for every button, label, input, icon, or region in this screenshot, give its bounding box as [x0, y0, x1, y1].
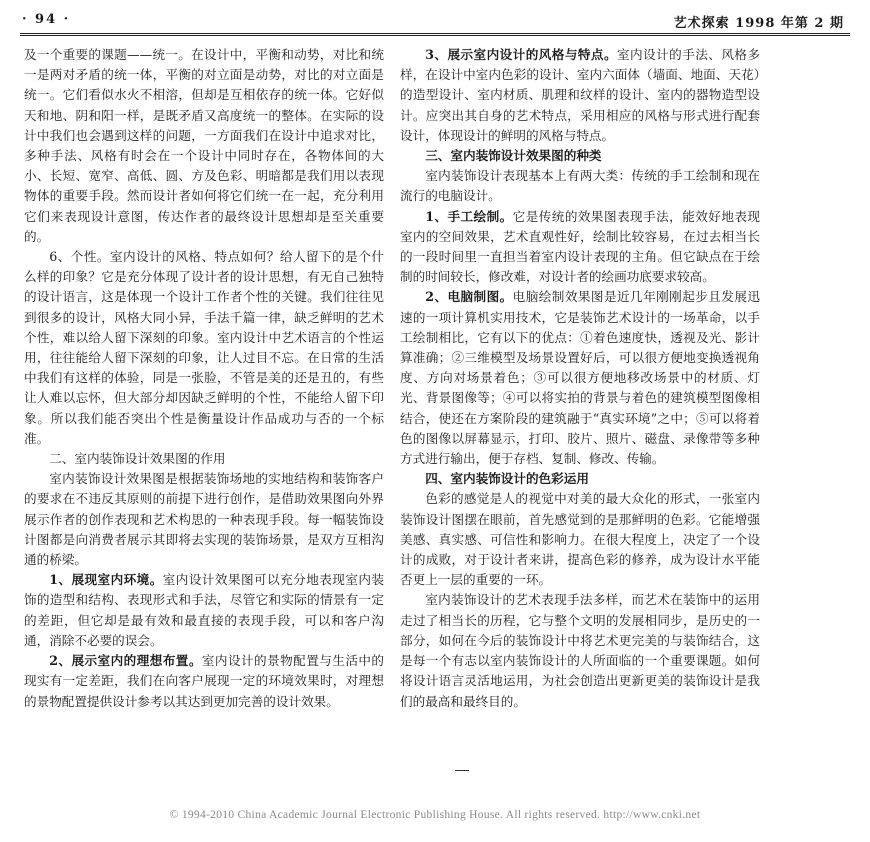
paragraph-body: 电脑绘制效果图是近几年刚刚起步且发展迅速的一项计算机实用技术，它是装饰艺术设计的一场革命，以手工绘制相比，它有以下的优点：①着色速度快，透视及光、影计算准确；②三维模型及场景设置好后，可以很方便地变换透视角度、方向对场景着色；③可以很方便地移改场景中的材质、灯光、背景图像等；④可以将实拍的背景与着色的建筑模型图像相结合，使还在方案阶段的建筑融于“真实环境”之中；⑤可以将着色的图像以屏幕显示，打印、胶片、照片、磁盘、录像带等多种方式进行输出，便于存档、复制、修改、传输。 — [400, 289, 761, 467]
page-number: · 94 · — [22, 12, 71, 27]
paragraph: 色彩的感觉是人的视觉中对美的最大众化的形式，一张室内装饰设计图摆在眼前，首先感觉到的是那鲜明的色彩。它能增强美感、真实感、可信性和影响力。在很大程度上，决定了一个设计的成败，对于设计者来讲，提高色彩的修养，成为设计水平能否更上一层的重要的一环。 — [400, 491, 760, 588]
paragraph-body: 室内设计的手法、风格多样，在设计中室内色彩的设计、室内六面体（墙面、地面、天花）的造型设计、室内材质、肌理和纹样的设计、室内的器物造型设计。应突出其自身的艺术特点，采用相应的风格与形式进行配套设计，体现设计的鲜明的风格与特点。 — [400, 47, 761, 143]
paragraph: 及一个重要的课题——统一。在设计中，平衡和动势，对比和统一是两对矛盾的统一体，平衡的对立面是动势，对比的对立面是统一。它们看似水火不相溶，但却是互相依存的统一体。它好似天和地、阴和阳一样，是既矛盾又高度统一的整体。在实际的设计中我们也会遇到这样的问题，一方面我们在设计中追求对比，多种手法、风格有时会在一个设计中同时存在，各物体间的大小、长短、宽窄、高低、圆、方及色彩、明暗都是我们用以表现物体的重要手段。然而设计者如何将它们统一在一起，充分利用它们来表现设计意图，传达作者的最终设计思想却是至关重要的。 — [24, 47, 384, 244]
footer-mark — [455, 770, 469, 771]
paragraph — [24, 651, 384, 712]
paragraph — [400, 207, 760, 288]
paragraph-body: 室内设计效果图可以充分地表现室内装饰的造型和结构、表现形式和手法，尽管它和实际的情景有一定的差距，但它却是最有效和最直接的表现手段，可以和客户沟通，消除不必要的误会。 — [24, 572, 384, 648]
paragraph: 室内装饰设计表现基本上有两大类：传统的手工绘制和现在流行的电脑设计。 — [400, 168, 760, 204]
paragraph: 室内装饰设计效果图是根据装饰场地的实地结构和装饰客户的要求在不违反其原则的前提下进行创作，是借助效果图向外界展示作者的创作表现和艺术构思的一种表现手段。每一幅装饰设计图都是向消费者展示其即将去实现的装饰场景，是双方互相沟通的桥梁。 — [24, 471, 384, 568]
section-heading: 二、室内装饰设计效果图的作用 — [49, 451, 226, 467]
paragraph-lead: 2、展示室内的理想布置。 — [49, 653, 202, 669]
running-header-journal: 艺术探索 1998 年第 2 期 — [673, 16, 844, 31]
right-column — [400, 45, 760, 712]
left-column — [24, 45, 384, 712]
paragraph — [400, 45, 760, 146]
section-heading: 三、室内装饰设计效果图的种类 — [425, 148, 602, 164]
header-rule — [20, 33, 850, 36]
paragraph-lead: 1、展现室内环境。 — [49, 572, 163, 588]
copyright-notice: © 1994-2010 China Academic Journal Electronic Publishing House. All rights reserved. http://www.cnki.net — [169, 809, 701, 821]
paragraph-lead: 2、电脑制图。 — [425, 289, 513, 305]
paragraph-lead: 1、手工绘制。 — [425, 208, 513, 224]
paragraph-body: 室内设计的景物配置与生活中的现实有一定差距，我们在向客户展现一定的环境效果时，对理想的景物配置提供设计参考以其达到更加完善的设计效果。 — [24, 653, 384, 709]
paragraph-lead: 3、展示室内设计的风格与特点。 — [425, 47, 617, 62]
section-heading: 四、室内装饰设计的色彩运用 — [425, 471, 589, 487]
paragraph — [400, 287, 760, 469]
paragraph: 室内装饰设计的艺术表现手法多样，而艺术在装饰中的运用走过了相当长的历程，它与整个文明的发展相同步，是历史的一部分，如何在今后的装饰设计中将艺术更完美的与装饰结合，这是每一个有志以室内装饰设计的人所面临的一个重要课题。如何将设计语言灵活地运用，为社会创造出更新更美的装饰设计是我们的最高和最终目的。 — [400, 592, 760, 709]
paragraph-body: 它是传统的效果图表现手法，能效好地表现室内的空间效果，艺术直观性好，绘制比较容易，在过去相当长的一段时间里一直担当着室内设计表现的主角。但它缺点在于绘制的时间较长，修改难，对设计者的绘画功底要求较高。 — [400, 208, 761, 285]
paragraph — [24, 570, 384, 651]
paragraph: 6、个性。室内设计的风格、特点如何？给人留下的是个什么样的印象？它是充分体现了设计者的设计思想，有无自己独特的设计语言，这是体现一个设计工作者个性的关键。我们往往见到很多的设计，风格大同小异，手法千篇一律，缺乏鲜明的艺术个性，难以给人留下深刻的印象。室内设计中艺术语言的个性运用，往往能给人留下深刻的印象，让人过目不忘。在日常的生活中我们有这样的体验，同是一张脸，不管是美的还是丑的，有些让人难以忘怀，但大部分却因缺乏鲜明的个性，不能给人留下印象。所以我们能否突出个性是衡量设计作品成功与否的一个标准。 — [24, 249, 384, 446]
